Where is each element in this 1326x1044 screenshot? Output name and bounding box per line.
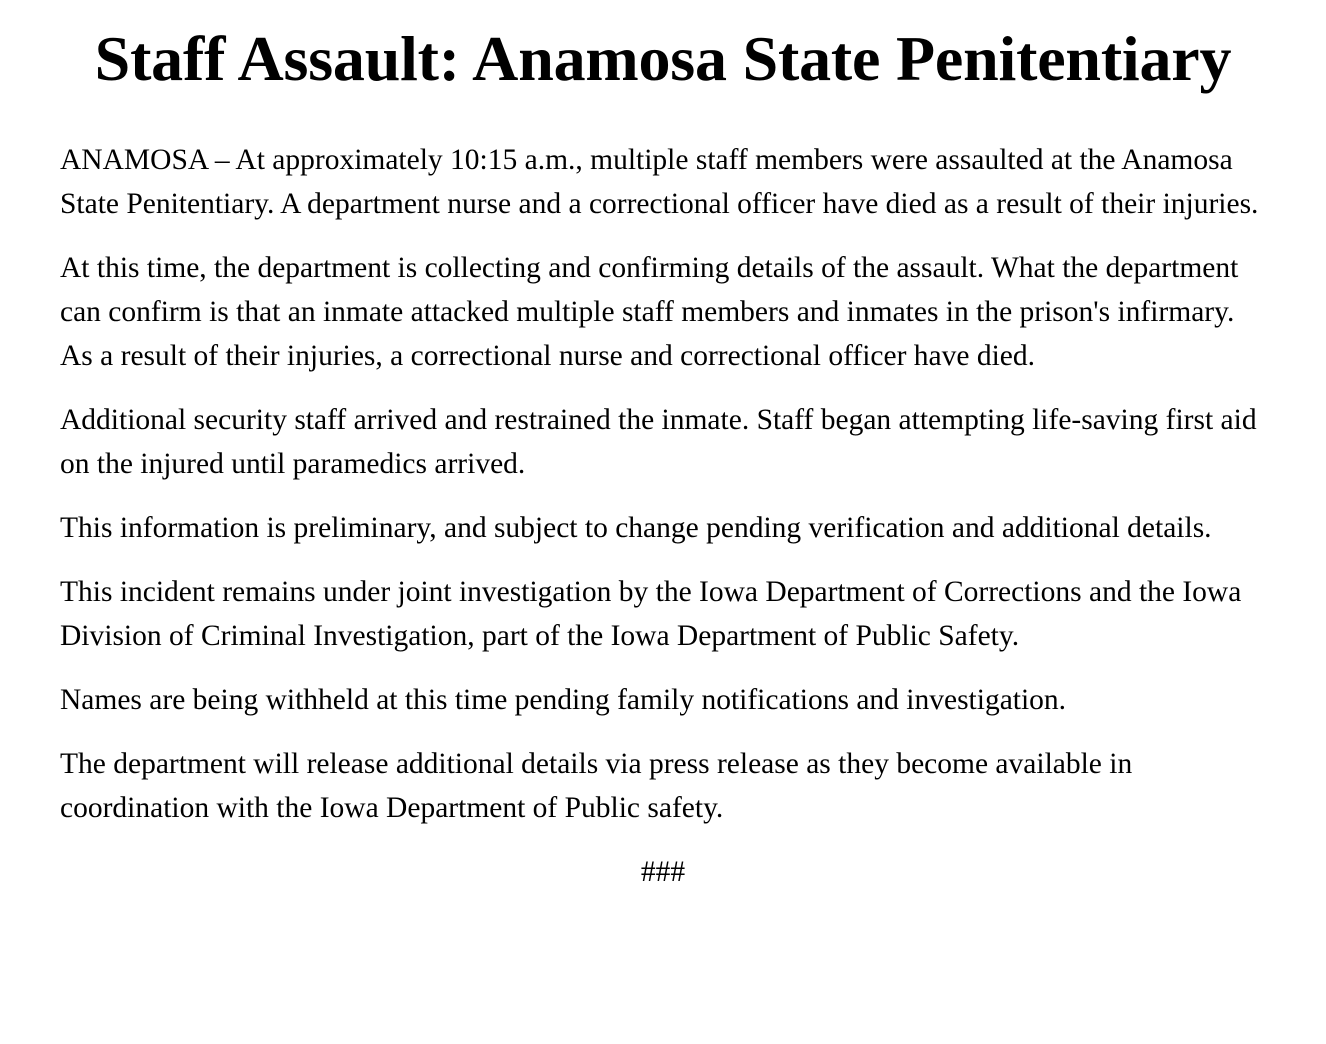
paragraph-future-updates: The department will release additional details via press release as they become available in coordination with the Iowa Department of Public safety. [60,748,1133,824]
paragraph-investigation: This incident remains under joint investigation by the Iowa Department of Corrections and the Iowa Division of Criminal Investigation, part of the Iowa Department of Public Safety. [60,576,1242,652]
paragraph-preliminary-notice: This information is preliminary, and subject to change pending verification and additional details. [60,512,1212,544]
paragraph-incident-summary: ANAMOSA – At approximately 10:15 a.m., multiple staff members were assaulted at the Anamosa State Penitentiary. A department nurse and a correctional officer have died as a result of their injuries. [60,144,1259,220]
paragraph-confirmed-details: At this time, the department is collecting and confirming details of the assault. What the department can confirm is that an inmate attacked multiple staff members and inmates in the prison's infirmary. As a result of their injuries, a correctional nurse and correctional officer have died. [60,252,1239,372]
paragraph-names-withheld: Names are being withheld at this time pending family notifications and investigation. [60,684,1067,716]
article-body [60,138,1266,830]
page-title: Staff Assault: Anamosa State Penitentiary [94,23,1232,94]
paragraph-response: Additional security staff arrived and restrained the inmate. Staff began attempting life-saving first aid on the injured until paramedics arrived. [60,404,1257,480]
end-of-release-mark: ### [640,856,686,888]
